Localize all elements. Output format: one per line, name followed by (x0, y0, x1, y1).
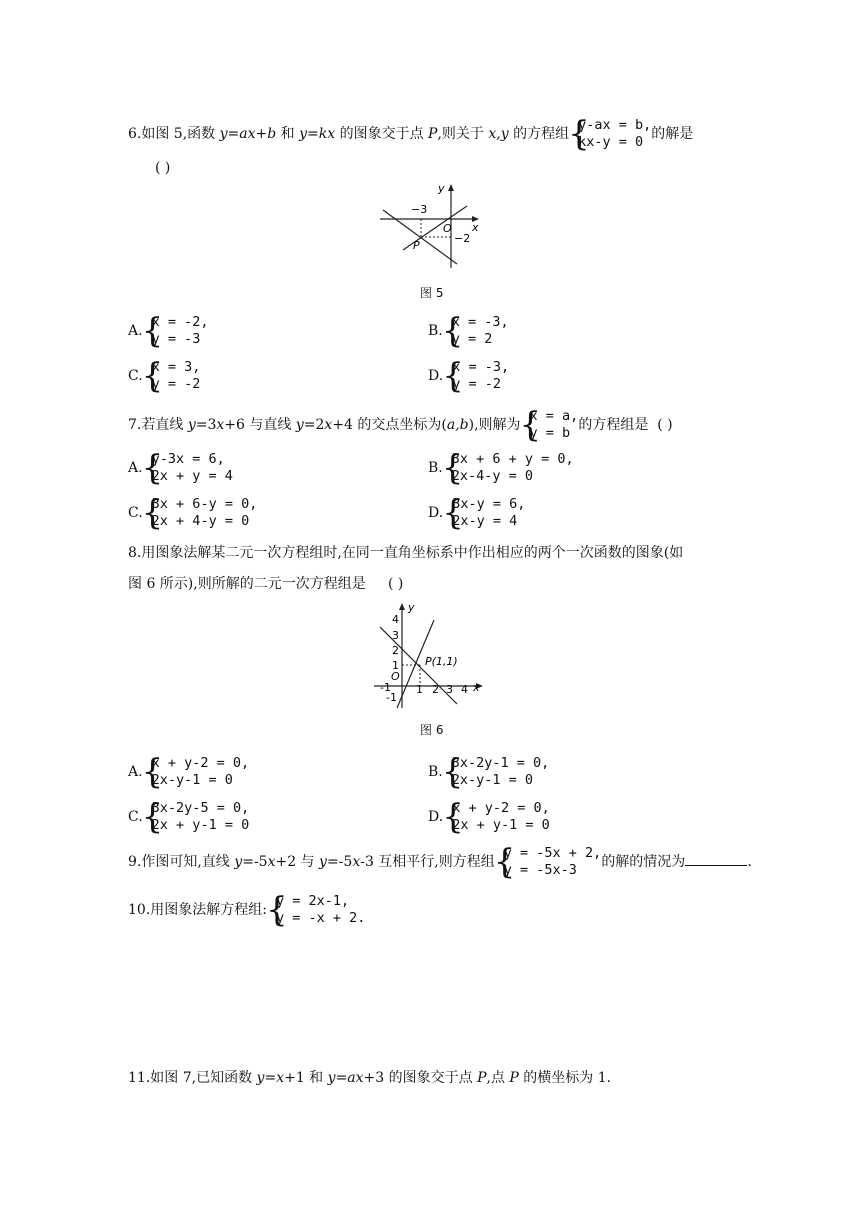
equation-line: 2x-4-y = 0 (451, 468, 534, 484)
q10-system: { y = 2x-1, y = -x + 2. (265, 890, 366, 930)
q9-text: =-5 (326, 854, 353, 870)
q7-option-d[interactable] (428, 493, 526, 533)
q8-stem-line1: 8.用图象法解某二元一次方程组时,在同一直角坐标系中作出相应的两个一次函数的图象(如 (128, 545, 684, 561)
q6-stem (128, 114, 694, 154)
option-system: { x + y-2 = 0, 2x + y-1 = 0 (442, 797, 550, 837)
q7-option-a[interactable] (128, 448, 233, 488)
q7-var: y (187, 417, 196, 433)
q8-option-c[interactable] (128, 797, 250, 837)
option-system: { y-3x = 6, 2x + y = 4 (141, 448, 233, 488)
label-y: y (438, 182, 445, 195)
equation-line: x + y-2 = 0, (151, 755, 250, 771)
q9-text: . (747, 854, 752, 870)
option-label: C. (128, 368, 143, 384)
equation-line: 2x + y-1 = 0 (151, 817, 250, 833)
q6-text: 6.如图 5,函数 (128, 126, 220, 142)
y-tick-1: 1 (392, 659, 399, 672)
q9-var: x (352, 854, 361, 870)
label-p: P(1,1) (425, 655, 458, 668)
q6-answer-paren: ( ) (155, 160, 171, 176)
q6-text: 和 (276, 126, 300, 142)
equation-line: y = 2 (451, 331, 493, 347)
q6-func2: y=kx (299, 126, 336, 142)
q6-text: 的图象交于点 (335, 126, 429, 142)
option-label: D. (428, 505, 444, 521)
y-tick-2: 2 (392, 644, 399, 657)
equation-line: y = -5x + 2, (503, 845, 602, 861)
q11-text: ,点 (486, 1070, 510, 1086)
equation-line: kx-y = 0 (578, 134, 644, 150)
x-tick-3: 3 (446, 683, 453, 696)
equation-line: y = -2 (452, 376, 501, 392)
q6-system: { y-ax = b, kx-y = 0 (568, 114, 652, 154)
y-tick-3: 3 (392, 629, 399, 642)
q10-stem (128, 890, 366, 930)
q9-var: y (234, 854, 243, 870)
equation-line: 2x-y = 4 (452, 513, 518, 529)
option-system: { 3x + 6-y = 0, 2x + 4-y = 0 (141, 493, 258, 533)
option-label: D. (428, 368, 444, 384)
x-tick-2: 2 (432, 683, 439, 696)
q11-text: +3 的图象交于点 (363, 1070, 478, 1086)
option-system: { x + y-2 = 0, 2x-y-1 = 0 (141, 752, 250, 792)
q11-var: x (276, 1070, 285, 1086)
y-tick-neg1: -1 (386, 691, 397, 704)
q7-var: x (324, 417, 333, 433)
equation-line: y = b (529, 425, 571, 441)
q7-system: { x = a, y = b (519, 405, 579, 445)
equation-line: 2x-y-1 = 0 (151, 772, 233, 788)
q7-text: ),则解为 (468, 417, 521, 433)
q6-option-a[interactable] (128, 311, 209, 351)
label-p: P (413, 239, 420, 252)
equation-line: 3x-2y-5 = 0, (151, 800, 250, 816)
q6-text: 的方程组 (508, 126, 570, 142)
q7-option-b[interactable] (428, 448, 574, 488)
x-tick-1: 1 (416, 683, 423, 696)
q7-text: =3 (195, 417, 217, 433)
option-label: B. (428, 460, 443, 476)
figure-6 (370, 600, 490, 712)
equation-line: y = -x + 2. (275, 910, 366, 926)
equation-line: 3x + 6-y = 0, (151, 496, 258, 512)
q11-text: 的横坐标为 1. (518, 1070, 612, 1086)
q9-text: =-5 (242, 854, 268, 870)
option-label: C. (128, 505, 143, 521)
equation-line: 3x + 6 + y = 0, (451, 451, 574, 467)
q6-option-c[interactable] (128, 356, 201, 396)
equation-line: y = -2 (151, 376, 201, 392)
q11-var: ax (347, 1070, 364, 1086)
equation-line: y = 2x-1, (275, 893, 350, 909)
q9-text: +2 与 (275, 854, 320, 870)
equation-line: 2x + y = 4 (151, 468, 233, 484)
q7-text: 的方程组是 (578, 417, 649, 433)
equation-line: y-3x = 6, (151, 451, 225, 467)
equation-line: y-ax = b, (578, 117, 652, 133)
q8-answer-paren: ( ) (388, 576, 404, 592)
option-label: B. (428, 323, 443, 339)
equation-line: x = -3, (452, 359, 510, 375)
option-label: A. (128, 764, 143, 780)
q6-text: 的解是 (651, 126, 694, 142)
q9-text: 9.作图可知,直线 (128, 854, 235, 870)
q6-vars: x,y (488, 126, 509, 142)
q9-var: x (267, 854, 276, 870)
q11-var: y (256, 1070, 265, 1086)
q11-text: +1 和 (284, 1070, 328, 1086)
q7-text: +6 与直线 (224, 417, 296, 433)
q7-text: 7.若直线 (128, 417, 188, 433)
q7-answer-paren: ( ) (657, 417, 673, 433)
q7-option-c[interactable] (128, 493, 258, 533)
option-system: { x = 3, y = -2 (141, 356, 201, 396)
equation-line: x = 3, (151, 359, 201, 375)
q11-text: 11.如图 7,已知函数 (128, 1070, 257, 1086)
equation-line: 2x + y-1 = 0 (452, 817, 550, 833)
y-tick-4: 4 (392, 613, 399, 626)
q7-text: =2 (303, 417, 325, 433)
figure-5 (375, 180, 485, 272)
q6-option-b[interactable] (428, 311, 509, 351)
option-label: A. (128, 323, 143, 339)
q9-var: y (319, 854, 327, 870)
y-arrow (399, 603, 405, 610)
option-system: { x = -3, y = 2 (441, 311, 509, 351)
q10-text: 10.用图象法解方程组: (128, 902, 267, 918)
q7-coords: a,b (446, 417, 469, 433)
x-tick-neg1: -1 (380, 681, 391, 694)
option-label: A. (128, 460, 143, 476)
y-arrow (448, 184, 454, 191)
option-system: { 3x-y = 6, 2x-y = 4 (442, 493, 526, 533)
option-system: { 3x + 6 + y = 0, 2x-4-y = 0 (441, 448, 574, 488)
q8-text: 图 6 所示),则所解的二元一次方程组是 (128, 576, 366, 592)
equation-line: y = -5x-3 (503, 862, 577, 878)
q7-var: y (295, 417, 304, 433)
q11-point: P (509, 1070, 519, 1086)
equation-line: x = -3, (451, 314, 509, 330)
equation-line: 2x + 4-y = 0 (151, 513, 250, 529)
q8-option-d[interactable] (428, 797, 550, 837)
option-system: { x = -2, y = -3 (141, 311, 209, 351)
q6-option-d[interactable] (428, 356, 510, 396)
option-label: D. (428, 809, 444, 825)
q9-stem (128, 842, 752, 882)
option-label: C. (128, 809, 143, 825)
label-neg2: −2 (454, 232, 471, 245)
q11-text: = (264, 1070, 277, 1086)
q6-point: P (428, 126, 438, 142)
q9-answer-blank[interactable] (685, 851, 747, 866)
q7-stem (128, 405, 673, 445)
q11-text: = (335, 1070, 348, 1086)
q11-point: P (477, 1070, 487, 1086)
q9-text: -3 互相平行,则方程组 (360, 854, 495, 870)
equation-line: y = -3 (151, 331, 201, 347)
q8-option-b[interactable] (428, 752, 550, 792)
q6-func1: y=ax+b (219, 126, 277, 142)
q7-text: +4 的交点坐标为( (332, 417, 447, 433)
equation-line: 3x-2y-1 = 0, (451, 755, 550, 771)
q11-var: y (327, 1070, 336, 1086)
x-tick-4: 4 (461, 683, 468, 696)
option-system: { 3x-2y-5 = 0, 2x + y-1 = 0 (141, 797, 250, 837)
label-origin: O (391, 670, 400, 683)
q8-stem-line2 (128, 574, 403, 594)
equation-line: x = -2, (151, 314, 209, 330)
q8-option-a[interactable] (128, 752, 250, 792)
equation-line: 2x-y-1 = 0 (451, 772, 534, 788)
option-system: { x = -3, y = -2 (442, 356, 510, 396)
q9-text: 的解的情况为 (601, 854, 686, 870)
q7-var: x (216, 417, 225, 433)
label-x: x (472, 221, 479, 234)
equation-line: 3x-y = 6, (452, 496, 526, 512)
label-origin: O (443, 222, 452, 235)
option-label: B. (428, 764, 443, 780)
q9-system: { y = -5x + 2, y = -5x-3 (493, 842, 602, 882)
q6-text: ,则关于 (437, 126, 489, 142)
label-neg3: −3 (411, 203, 428, 216)
figure-5-caption: 图 5 (420, 286, 444, 300)
label-x: x (473, 681, 480, 694)
q11-stem (128, 1068, 611, 1088)
label-y: y (408, 601, 415, 614)
equation-line: x = a, (529, 408, 579, 424)
figure-6-caption: 图 6 (420, 723, 444, 737)
option-system: { 3x-2y-1 = 0, 2x-y-1 = 0 (441, 752, 550, 792)
equation-line: x + y-2 = 0, (452, 800, 550, 816)
